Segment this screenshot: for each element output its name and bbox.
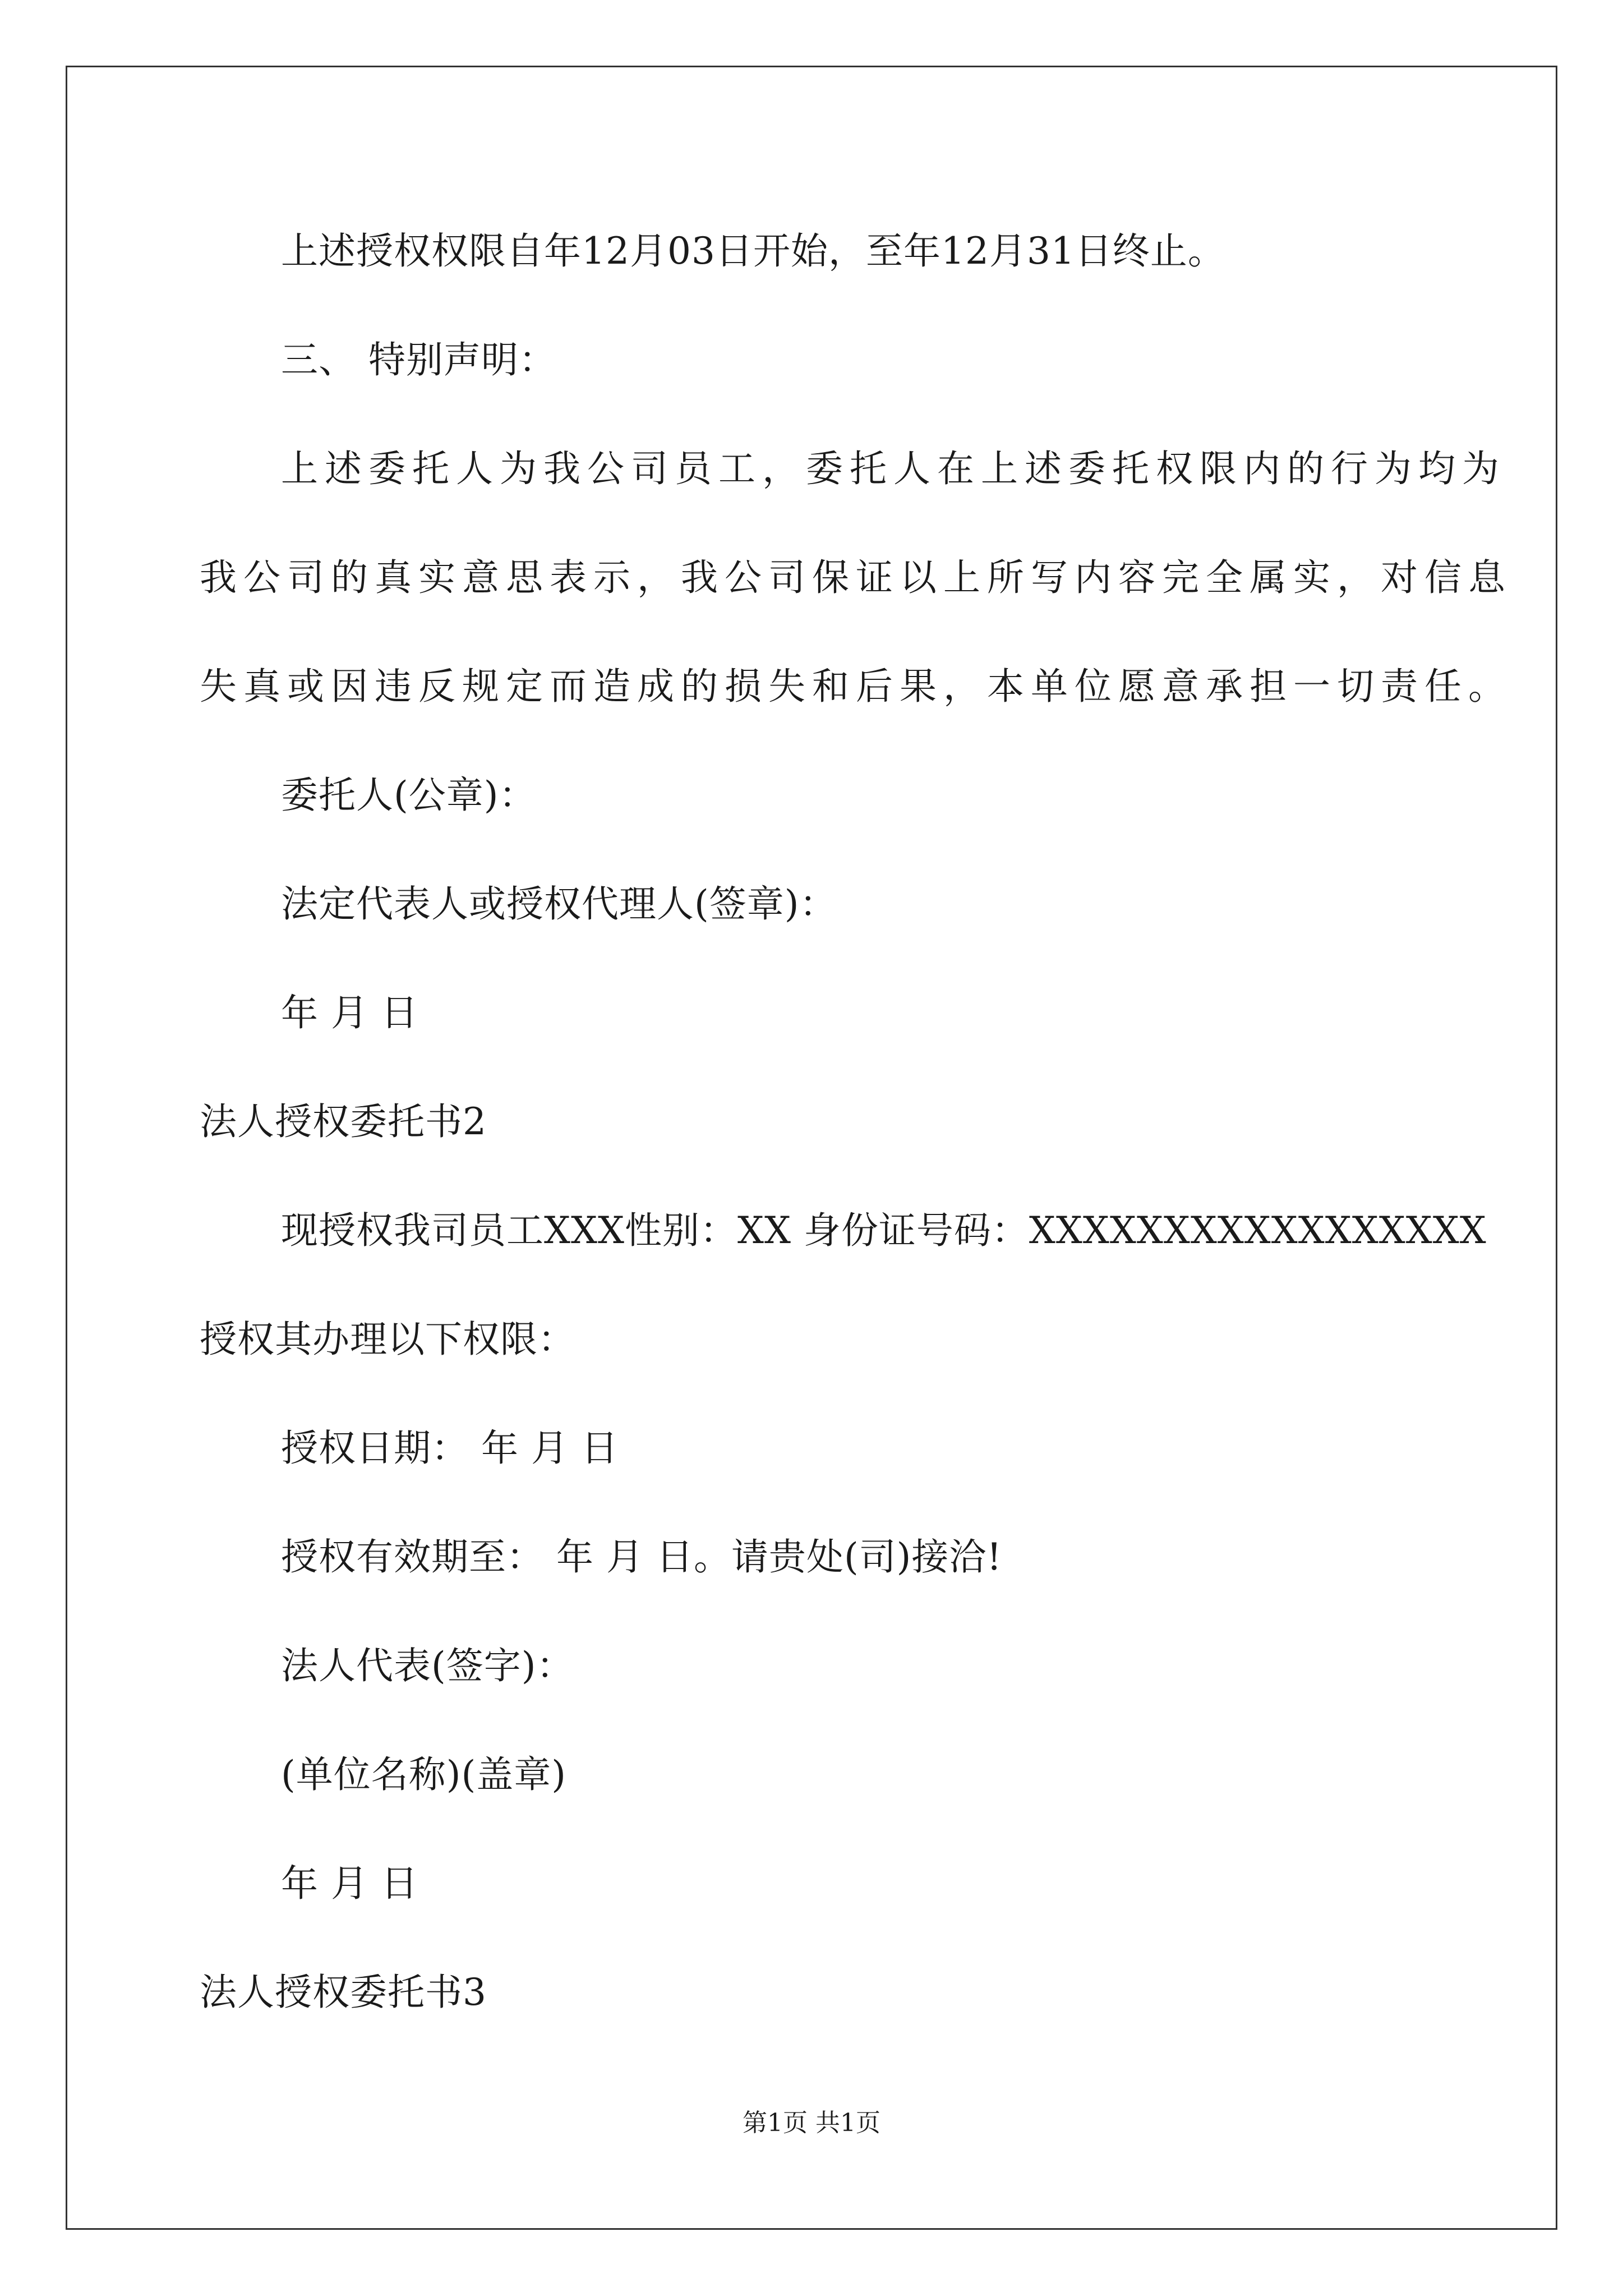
section-title-2: 法人授权委托书2 [200,1100,487,1143]
text-line-authorization-period: 上述授权权限自年12月03日开始，至年12月31日终止。 [281,229,1225,273]
text-line-legal-rep-signature: 法定代表人或授权代理人(签章)： [281,882,837,926]
text-line-employee-info: 现授权我司员工XXX性别：XX 身份证号码：XXXXXXXXXXXXXXXXX [281,1209,1487,1252]
text-line-statement-2: 我公司的真实意思表示，我公司保证以上所写内容完全属实，对信息 [200,556,1512,599]
page-number-footer: 第1页 共1页 [743,2109,880,2137]
text-line-legal-rep-sign: 法人代表(签字)： [281,1644,574,1687]
text-line-date-1: 年 月 日 [281,991,418,1034]
text-line-statement-1: 上述委托人为我公司员工，委托人在上述委托权限内的行为均为 [281,447,1506,490]
text-line-authorized-scope: 授权其办理以下权限： [200,1318,575,1361]
text-line-authorization-date: 授权日期： 年 月 日 [281,1427,619,1470]
section-heading-special-statement: 三、 特别声明： [281,338,556,381]
text-line-date-2: 年 月 日 [281,1862,418,1905]
text-line-unit-seal: (单位名称)(盖章) [281,1753,566,1796]
text-line-statement-3: 失真或因违反规定而造成的损失和后果，本单位愿意承担一切责任。 [200,665,1512,708]
text-line-principal-seal: 委托人(公章)： [281,774,537,817]
section-title-3: 法人授权委托书3 [200,1971,487,2014]
text-line-validity: 授权有效期至： 年 月 日。请贵处(司)接洽! [281,1535,1002,1579]
